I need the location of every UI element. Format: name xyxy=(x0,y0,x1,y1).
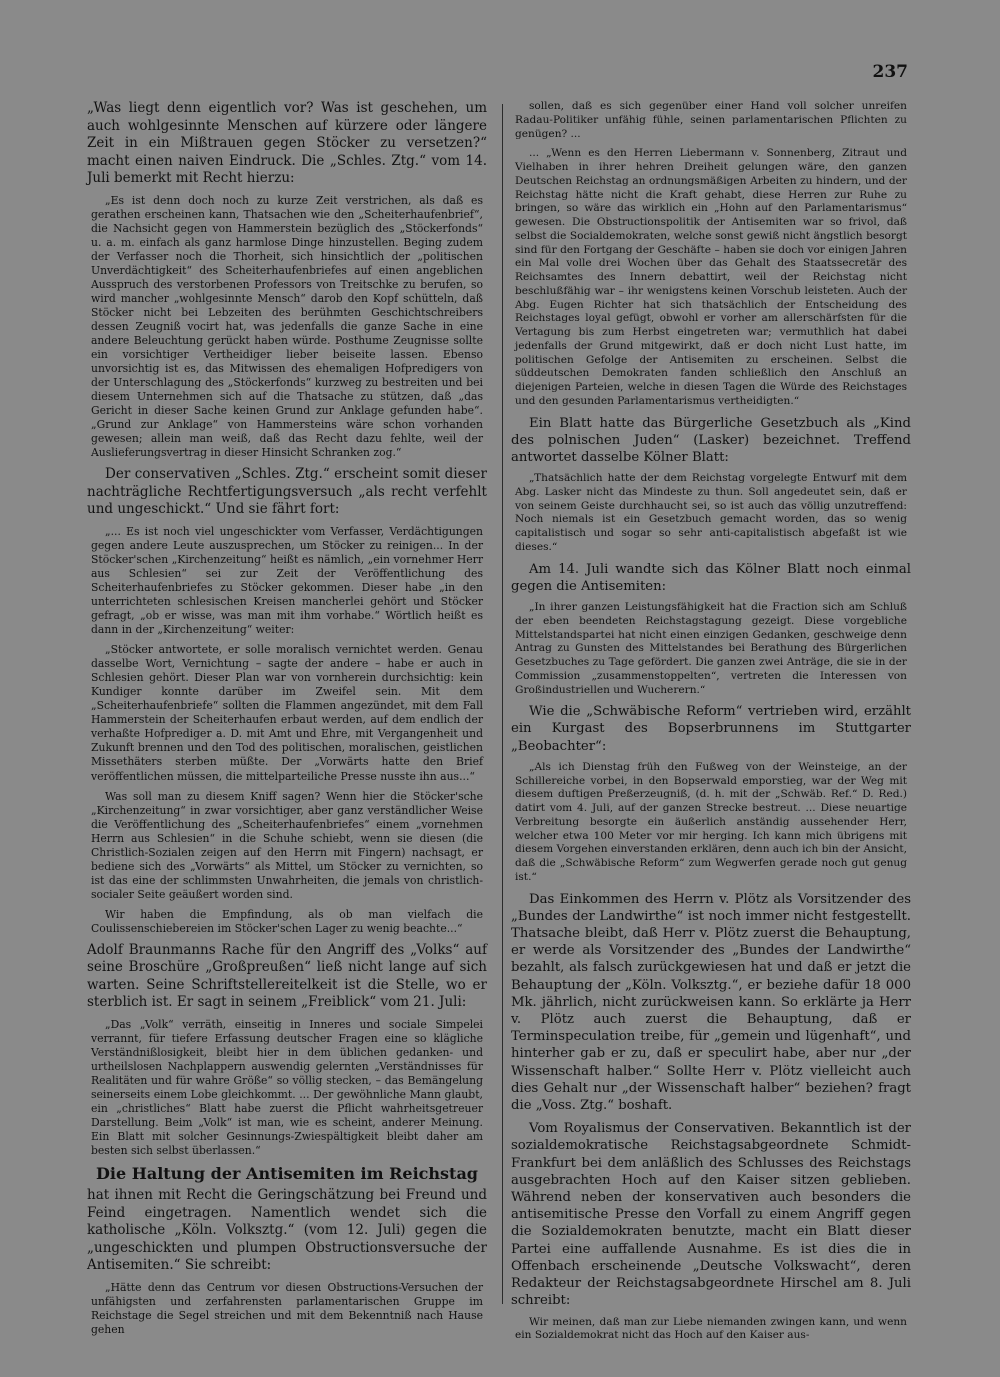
paragraph: Wie die „Schwäbische Reform“ vertrieben wird, erzählt ein Kurgast des Bopserbrunnens im Stuttgarter „Beobachter“: xyxy=(511,704,911,754)
quote: Wir haben die Empfindung, als ob man vielfach die Coulissenschiebereien im Stöcker'schen Lager zu wenig beachte...“ xyxy=(91,907,483,935)
quote: „Stöcker antwortete, er solle moralisch vernichtet werden. Genau dasselbe Wort, Vernichtung – sagte der andere – habe er auch in Schlesien gehört. Dieser Plan war von vornherein durchsichtig: kein Kundiger konnte darüber im Zweifel sein. Mit dem „Scheiterhaufenbriefe“ sollten die Flammen angezündet, mit dem Fall Hammerstein der Scheiterhaufen erbaut werden, auf dem endlich der verhaßte Hofprediger a. D. mit Amt und Ehre, mit Vergangenheit und Zukunft brennen und den Tod des politischen, moralischen, geistlichen Missethäters sterben müßte. Der „Vorwärts hatte den Brief veröffentlichen müssen, die mittelparteiliche Presse nusste ihn aus...“ xyxy=(91,643,483,783)
paragraph: Ein Blatt hatte das Bürgerliche Gesetzbuch als „Kind des polnischen Juden“ (Lasker) bezeichnet. Treffend antwortet dasselbe Kölner Blatt: xyxy=(511,415,911,465)
section-heading: Die Haltung der Antisemiten im Reichstag xyxy=(96,1164,478,1184)
paragraph: „Was liegt denn eigentlich vor? Was ist geschehen, um auch wohlgesinnte Menschen auf kürzere oder längere Zeit in ein Mißtrauen gegen Stöcker zu versetzen?“ macht einen naiven Eindruck. Die „Schles. Ztg.“ vom 14. Juli bemerkt mit Recht hierzu: xyxy=(87,100,487,187)
quote: „... Es ist noch viel ungeschickter vom Verfasser, Verdächtigungen gegen andere Leute auszusprechen, um Stöcker zu reinigen... In der Stöcker'schen „Kirchenzeitung“ heißt es nämlich, „ein vornehmer Herr aus Schlesien“ sei zur Zeit der Veröffentlichung des Scheiterhaufenbriefes zu Stöcker gekommen. Dieser habe „in den unterrichteten schlesischen Kreisen mancherlei gehört und Stöcker gefragt, „ob er wisse, was man mit ihm vorhabe.“ Wörtlich heißt es dann in der „Kirchenzeitung“ weiter: xyxy=(91,524,483,637)
quote: ... „Wenn es den Herren Liebermann v. Sonnenberg, Zitraut und Vielhaben in ihrer hehren Dreiheit gelungen wäre, den ganzen Deutschen Reichstag an ordnungsmäßigen Arbeiten zu hindern, und der Reichstag hätte nicht die Kraft gehabt, diese Herren zur Ruhe zu bringen, so wäre das wirklich ein „Hohn auf den Parlamentarismus“ gewesen. Die Obstructionspolitik der Antisemiten war so frivol, daß selbst die Socialdemokraten, welche sonst gewiß nicht ängstlich besorgt sind für den Fortgang der Geschäfte – haben sie doch vor einigen Jahren ein Mal volle drei Wochen über das Gehalt des Staatssecretär des Reichsamtes des Innern debattirt, weil der Reichstag nicht beschlußfähig war – ihr wenigstens keinen Vorschub leisteten. Auch der Abg. Eugen Richter hat sich thatsächlich der Entscheidung des Reichstages loyal gefügt, obwohl er vorher am allerschärfsten für die Vertagung bis zum Herbst eingetreten war; vermuthlich hat dabei jedenfalls der Grund mitgewirkt, daß er doch nicht Lust hatte, im politischen Gefolge der Antisemiten zu erscheinen. Selbst die süddeutschen Demokraten fanden schließlich den Anschluß an diejenigen Parteien, welche in diesen Tagen die Würde des Reichstages und den gesunden Parlamentarismus vertheidigten.“ xyxy=(515,147,907,407)
quote: „Als ich Dienstag früh den Fußweg von der Weinsteige, an der Schillereiche vorbei, in den Bopserwald emporstieg, war der Weg mit diesem duftigen Preßerzeugniß, (d. h. mit der „Schwäb. Ref.“ D. Red.) datirt vom 4. Juli, auf der ganzen Strecke bestreut. ... Diese neuartige Verbreitung besorgte ein äußerlich anständig aussehender Herr, welcher etwa 100 Meter vor mir herging. Ich kann mich übrigens mit diesem Vorgehen einverstanden erklären, denn auch ich bin der Ansicht, daß die „Schwäbische Reform“ zum Wegwerfen gerade noch gut genug ist.“ xyxy=(515,760,908,883)
paragraph: Der conservativen „Schles. Ztg.“ erscheint somit dieser nachträgliche Rechtfertigungsversuch „als recht verfehlt und ungeschickt.“ Und sie fährt fort: xyxy=(87,466,487,518)
column-divider xyxy=(502,104,503,1304)
quote: „Es ist denn doch noch zu kurze Zeit verstrichen, als daß es gerathen erscheinen kann, Thatsachen wie den „Scheiterhaufenbrief“, die Nachsicht gegen von Hammerstein bezüglich des „Stöckerfonds“ u. a. m. einfach als ganz harmlose Dinge hinzustellen. Beging zudem der Verfasser noch die Thorheit, sich hinsichtlich der „politischen Unverdächtigkeit“ des Scheiterhaufenbriefes auf einen angeblichen Ausspruch des verstorbenen Professors von Treitschke zu berufen, so wird mancher „wohlgesinnte Mensch“ darob den Kopf schütteln, daß Stöcker nicht bei Lebzeiten des berühmten Geschichtschreibers dessen Zeugniß vocirt hat, was jedenfalls die ganze Sache in eine andere Beleuchtung gerückt haben würde. Posthume Zeugnisse sollte ein vorsichtiger Vertheidiger lieber beiseite lassen. Ebenso unvorsichtig ist es, das Mitwissen des ehemaligen Hofpredigers von der Unterschlagung des „Stöckerfonds“ kurzweg zu bestreiten und bei diesem Unternehmen sich auf die Thatsache zu stützen, daß „das Gericht in dieser Sache keinen Grund zur Anklage gefunden habe“. „Grund zur Anklage“ von Hammersteins wäre schon vorhanden gewesen; allein man weiß, daß das Recht dazu fehlte, weil der Auslieferungsvertrag in dieser Hinsicht Schranken zog.“ xyxy=(91,193,483,460)
left-column xyxy=(87,100,487,1343)
paragraph: Vom Royalismus der Conservativen. Bekanntlich ist der sozialdemokratische Reichstagsabgeordnete Schmidt-Frankfurt bei dem anläßlich des Schlusses des Reichstags ausgebrachten Hoch auf den Kaiser sitzen geblieben. Während neben der konservativen auch besonders die antisemitische Presse den Vorfall zu einem Angriff gegen die Sozialdemokraten benutzte, macht ein Blatt dieser Partei eine auffallende Ausnahme. Es ist dies die in Offenbach erscheinende „Deutsche Volkswacht“, deren Redakteur der Reichstagsabgeordnete Hirschel am 8. Juli schreibt: xyxy=(511,1121,911,1309)
quote: „Thatsächlich hatte der dem Reichstag vorgelegte Entwurf mit dem Abg. Lasker nicht das Mindeste zu thun. Soll angedeutet sein, daß er von seinem Geiste durchhaucht sei, so ist auch das völlig unzutreffend: Noch niemals ist ein Gesetzbuch gemacht worden, das so wenig capitalistisch und sogar so sehr anti-capitalistisch abgefaßt ist wie dieses.“ xyxy=(515,472,907,553)
quote: sollen, daß es sich gegenüber einer Hand voll solcher unreifen Radau-Politiker unfähig fühle, seinen parlamentarischen Pflichten zu genügen? ... xyxy=(515,100,907,140)
quote: „Hätte denn das Centrum vor diesen Obstructions-Versuchen der unfähigsten und zerfahrensten parlamentarischen Gruppe im Reichstage die Segel streichen und mit dem Bekenntniß nach Hause gehen xyxy=(91,1280,483,1336)
quote: Was soll man zu diesem Kniff sagen? Wenn hier die Stöcker'sche „Kirchenzeitung“ in zwar vorsichtiger, aber ganz verständlicher Weise die Veröffentlichung des „Scheiterhaufenbriefes“ einem „vornehmen Herrn aus Schlesien“ in die Schuhe schiebt, wenn sie diesen (die Christlich-Sozialen zeigen auf den Herrn mit Fingern) nachsagt, er bediene sich des „Vorwärts“ als Mittel, um Stöcker zu vernichten, so ist das eine der schlimmsten Unwahrheiten, die jemals von christlich-socialer Seite geäußert worden sind. xyxy=(91,789,483,901)
paragraph: Adolf Braunmanns Rache für den Angriff des „Volks“ auf seine Broschüre „Großpreußen“ ließ nicht lange auf sich warten. Seine Schriftstellereitelkeit ist die Stelle, wo er sterblich ist. Er sagt in seinem „Freiblick“ vom 21. Juli: xyxy=(87,941,487,1011)
quote: Wir meinen, daß man zur Liebe niemanden zwingen kann, und wenn ein Sozialdemokrat nicht das Hoch auf den Kaiser aus- xyxy=(515,1315,907,1342)
quote: „Das „Volk“ verräth, einseitig in Inneres und sociale Simpelei verrannt, für tiefere Erfassung deutscher Fragen eine so klägliche Verständnißlosigkeit, bleibt hier in dem üblichen gedanken- und urtheilslosen Nachplappern auswendig gelernten „Verständnisses für Realitäten und für wahre Größe“ so völlig stecken, – das Bemängelung seinerseits einem Lobe gleichkommt. ... Der gewöhnliche Mann glaubt, ein „christliches“ Blatt habe zuerst die Pflicht wahrheitsgetreuer Darstellung. Beim „Volk“ ist man, wie es scheint, anderer Meinung. Ein Blatt mit solcher Gesinnungs-Zwiespältigkeit bleibt daher am besten sich selbst überlassen.“ xyxy=(91,1018,483,1158)
paragraph: Am 14. Juli wandte sich das Kölner Blatt noch einmal gegen die Antisemiten: xyxy=(511,561,911,594)
quote: „In ihrer ganzen Leistungsfähigkeit hat die Fraction sich am Schluß der eben beendeten Reichstagstagung gezeigt. Diese vorgebliche Mittelstandspartei hat nicht einen einzigen Gedanken, geschweige denn Antrag zu Gunsten des Mittelstandes bei Berathung des Bürgerlichen Gesetzbuches zu Tage gefördert. Die ganzen zwei Anträge, die sie in der Commission „zusammenstoppelten“, vertreten die Interessen von Großindustriellen und Wucherern.“ xyxy=(515,601,907,696)
paragraph: hat ihnen mit Recht die Geringschätzung bei Freund und Feind eingetragen. Namentlich wendet sich die katholische „Köln. Volksztg.“ (vom 12. Juli) gegen die „ungeschickten und plumpen Obstructionsversuche der Antisemiten.“ Sie schreibt: xyxy=(87,1187,487,1274)
paragraph: Das Einkommen des Herrn v. Plötz als Vorsitzender des „Bundes der Landwirthe“ ist noch immer nicht festgestellt. Thatsache bleibt, daß Herr v. Plötz zuerst die Behauptung, er werde als Vorsitzender des „Bundes der Landwirthe“ bezahlt, als falsch zurückgewiesen hat und daß er jetzt die Behauptung der „Köln. Volksztg.“, er beziehe dafür 18 000 Mk. jährlich, nicht zurückweisen kann. So erklärte ja Herr v. Plötz auch zuerst die Behauptung, daß er Terminspeculation treibe, für „gemein und lügenhaft“, und hinterher gab er zu, daß er speculirt habe, aber nur „der Wissenschaft halber.“ Sollte Herr v. Plötz vielleicht auch dies Gehalt nur „der Wissenschaft halber“ beziehen? fragt die „Voss. Ztg.“ boshaft. xyxy=(511,891,911,1114)
right-column xyxy=(511,100,911,1349)
page-number: 237 xyxy=(872,62,908,82)
